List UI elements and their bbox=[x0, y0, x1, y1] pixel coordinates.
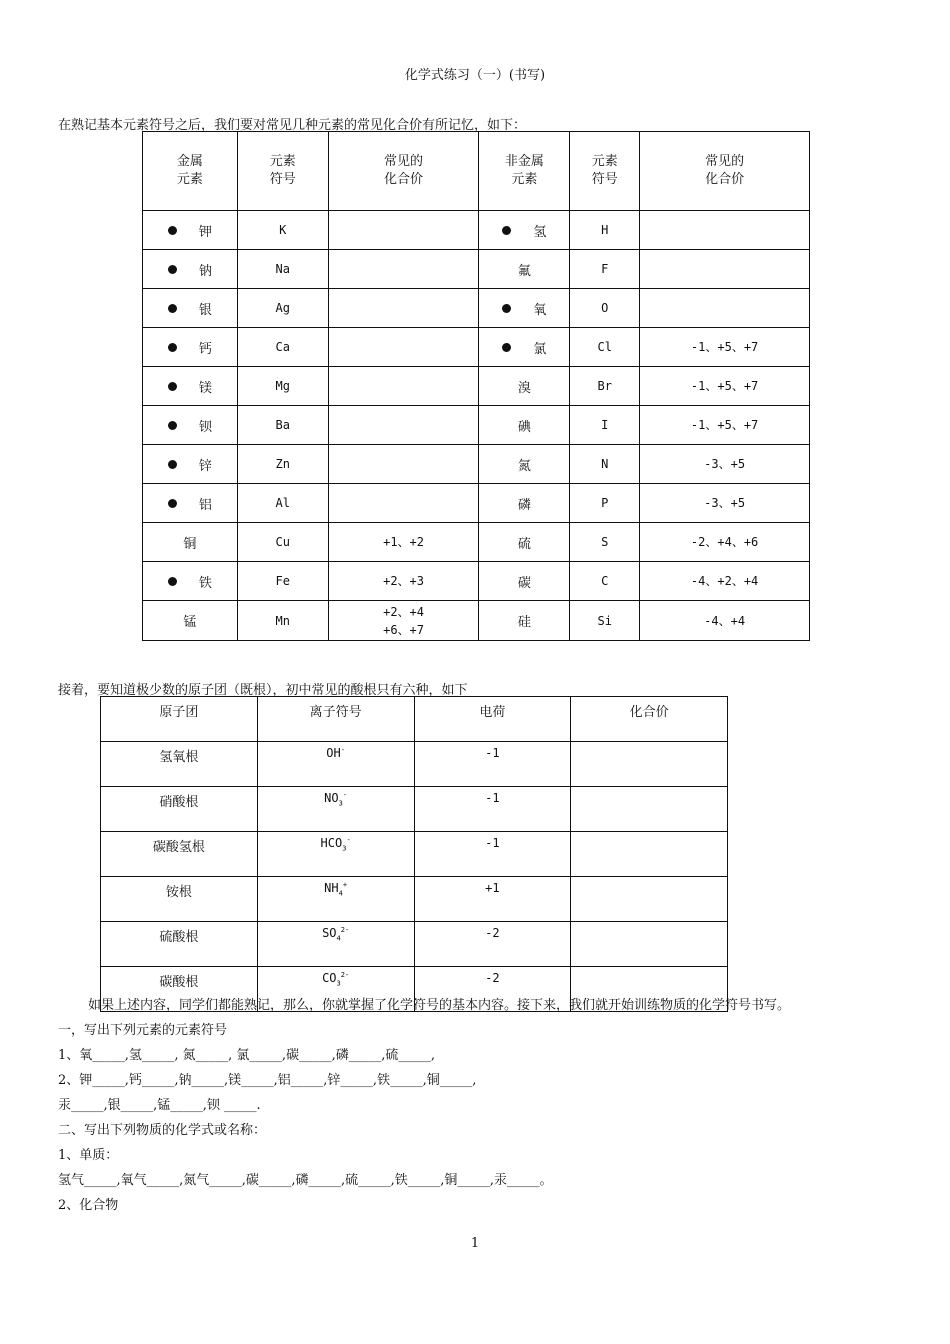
nonmetal-element-cell bbox=[479, 211, 570, 250]
nonmetal-element-wrap bbox=[479, 494, 569, 513]
ion-base: CO bbox=[322, 971, 337, 985]
metal-element-wrap bbox=[143, 377, 237, 396]
radical-name-cell bbox=[101, 787, 258, 832]
metal-symbol: Na bbox=[275, 262, 290, 276]
ion-symbol bbox=[324, 881, 348, 898]
charge: -2 bbox=[485, 971, 500, 985]
nonmetal-valence-cell bbox=[640, 406, 810, 445]
header-cell bbox=[101, 697, 258, 742]
radical-name: 硝酸根 bbox=[159, 795, 199, 810]
ion-symbol bbox=[320, 836, 351, 853]
valence-cell bbox=[571, 832, 728, 877]
nonmetal-symbol: N bbox=[601, 457, 609, 471]
nonmetal-element-cell bbox=[479, 523, 570, 562]
metal-symbol-cell bbox=[237, 367, 328, 406]
metal-valence-cell bbox=[328, 484, 479, 523]
nonmetal-valence-cell bbox=[640, 523, 810, 562]
metal-valence-cell bbox=[328, 523, 479, 562]
nonmetal-element-name: 氯 bbox=[533, 341, 547, 357]
metal-symbol-cell bbox=[237, 328, 328, 367]
metal-symbol: K bbox=[279, 223, 287, 237]
nonmetal-element-name: 硫 bbox=[517, 536, 531, 552]
nonmetal-element-wrap bbox=[479, 455, 569, 474]
metal-valence-cell bbox=[328, 289, 479, 328]
header-cell bbox=[479, 132, 570, 211]
header-cell bbox=[237, 132, 328, 211]
ion-charge-sign: - bbox=[342, 791, 348, 799]
table-row bbox=[143, 406, 810, 445]
metal-element-cell bbox=[143, 289, 238, 328]
metal-element-cell bbox=[143, 601, 238, 641]
metal-element-name: 锰 bbox=[183, 615, 197, 630]
metal-element-wrap bbox=[143, 572, 237, 591]
nonmetal-element-name: 氧 bbox=[533, 302, 547, 318]
metal-valence-cell bbox=[328, 445, 479, 484]
table-row bbox=[143, 250, 810, 289]
radical-name-cell bbox=[101, 922, 258, 967]
nonmetal-symbol: Cl bbox=[597, 340, 612, 354]
metal-symbol-cell bbox=[237, 289, 328, 328]
nonmetal-element-name: 碳 bbox=[517, 575, 531, 591]
metal-valence-cell bbox=[328, 406, 479, 445]
charge-cell bbox=[414, 877, 571, 922]
radical-name: 碳酸氢根 bbox=[152, 840, 205, 855]
metal-valence-cell bbox=[328, 601, 479, 641]
nonmetal-element-name: 氟 bbox=[517, 263, 531, 279]
bullet-icon bbox=[168, 421, 177, 430]
ion-subscript: 3 bbox=[338, 799, 343, 808]
subsection-1: 1、单质： bbox=[58, 1148, 119, 1163]
radical-name: 铵根 bbox=[165, 885, 192, 900]
metal-element-wrap bbox=[143, 260, 237, 279]
metal-valence-cell bbox=[328, 328, 479, 367]
nonmetal-valence: -4、+2、+4 bbox=[690, 574, 759, 588]
metal-element-wrap bbox=[143, 455, 237, 474]
metal-symbol: Ca bbox=[275, 340, 290, 354]
nonmetal-element-wrap bbox=[479, 377, 569, 396]
nonmetal-element-wrap bbox=[479, 260, 569, 279]
nonmetal-element-cell bbox=[479, 406, 570, 445]
ion-base: NO bbox=[324, 791, 339, 805]
nonmetal-valence-cell bbox=[640, 367, 810, 406]
table-row bbox=[143, 367, 810, 406]
bullet-icon bbox=[168, 343, 177, 352]
paragraph: 如果上述内容，同学们都能熟记，那么，你就掌握了化学符号的基本内容。接下来，我们就开始训练物质的化学符号书写。 bbox=[88, 998, 791, 1013]
table-row bbox=[143, 562, 810, 601]
metal-symbol: Cu bbox=[275, 535, 290, 549]
nonmetal-symbol: S bbox=[601, 535, 609, 549]
nonmetal-element-wrap bbox=[479, 416, 569, 435]
nonmetal-element-name: 氮 bbox=[517, 458, 531, 474]
nonmetal-symbol-cell bbox=[570, 367, 640, 406]
metal-valence: +2、+3 bbox=[383, 574, 425, 588]
nonmetal-element-cell bbox=[479, 601, 570, 641]
subsection-2: 2、化合物 bbox=[58, 1198, 119, 1213]
header-label: 元素 符号 bbox=[591, 154, 618, 187]
header-label: 电荷 bbox=[479, 705, 506, 720]
metal-symbol: Mn bbox=[275, 613, 290, 628]
nonmetal-element-wrap bbox=[479, 299, 569, 318]
valence-cell bbox=[571, 742, 728, 787]
ion-subscript: 4 bbox=[336, 934, 341, 943]
metal-element-name: 钡 bbox=[198, 419, 212, 435]
table-row bbox=[101, 922, 728, 967]
charge-cell bbox=[414, 742, 571, 787]
charge: -1 bbox=[485, 746, 500, 760]
bullet-icon bbox=[168, 577, 177, 586]
ion-base: SO bbox=[322, 926, 337, 940]
metal-element-cell bbox=[143, 211, 238, 250]
header-label: 常见的 化合价 bbox=[705, 154, 745, 187]
nonmetal-valence-cell bbox=[640, 445, 810, 484]
valence-cell bbox=[571, 787, 728, 832]
header-label: 元素 符号 bbox=[269, 154, 296, 187]
nonmetal-valence-cell bbox=[640, 250, 810, 289]
nonmetal-symbol: P bbox=[601, 496, 609, 510]
metal-symbol: Ba bbox=[275, 418, 290, 432]
nonmetal-valence: -2、+4、+6 bbox=[690, 535, 759, 549]
radical-name: 氢氧根 bbox=[159, 750, 199, 765]
metal-element-cell bbox=[143, 250, 238, 289]
ion-subscript: 4 bbox=[338, 889, 343, 898]
metal-element-cell bbox=[143, 484, 238, 523]
nonmetal-valence: -1、+5、+7 bbox=[690, 340, 759, 354]
metal-valence: +2、+4 +6、+7 bbox=[383, 604, 425, 637]
table-row bbox=[101, 787, 728, 832]
nonmetal-symbol-cell bbox=[570, 406, 640, 445]
intro2-text: 接着，要知道极少数的原子团（既根），初中常见的酸根只有六种，如下 bbox=[58, 683, 468, 698]
metal-element-name: 镁 bbox=[198, 380, 212, 396]
nonmetal-valence: -1、+5、+7 bbox=[690, 418, 759, 432]
ion-subscript: 3 bbox=[336, 979, 341, 988]
radical-name: 硫酸根 bbox=[159, 930, 199, 945]
table-header-row bbox=[101, 697, 728, 742]
nonmetal-valence-cell bbox=[640, 562, 810, 601]
nonmetal-valence-cell bbox=[640, 211, 810, 250]
charge-cell bbox=[414, 922, 571, 967]
table-row bbox=[143, 601, 810, 641]
nonmetal-element-name: 硅 bbox=[517, 615, 531, 630]
table-row bbox=[143, 445, 810, 484]
charge-cell bbox=[414, 787, 571, 832]
ion-charge-sign: - bbox=[346, 836, 351, 844]
ion-symbol bbox=[326, 746, 345, 760]
header-label: 非金属 元素 bbox=[504, 154, 544, 187]
nonmetal-symbol: I bbox=[601, 418, 609, 432]
ion-symbol bbox=[322, 926, 350, 943]
valence-table bbox=[142, 131, 810, 641]
charge: -1 bbox=[485, 791, 500, 805]
nonmetal-symbol: Br bbox=[597, 379, 612, 393]
table-row bbox=[143, 523, 810, 562]
charge: -2 bbox=[485, 926, 500, 940]
table-row bbox=[101, 877, 728, 922]
nonmetal-valence-cell bbox=[640, 601, 810, 641]
table-row bbox=[101, 832, 728, 877]
metal-element-cell bbox=[143, 445, 238, 484]
header-label: 离子符号 bbox=[309, 705, 362, 720]
ion-charge-sign: - bbox=[340, 746, 345, 754]
header-cell bbox=[414, 697, 571, 742]
nonmetal-valence-cell bbox=[640, 328, 810, 367]
metal-element-wrap bbox=[143, 494, 237, 513]
ion-charge-sign: 2- bbox=[340, 926, 350, 934]
metal-element-wrap bbox=[143, 611, 237, 630]
metal-element-wrap bbox=[143, 416, 237, 435]
metal-symbol: Fe bbox=[275, 574, 290, 588]
ion-subscript: 3 bbox=[342, 844, 347, 853]
bullet-icon bbox=[502, 226, 511, 235]
nonmetal-symbol: O bbox=[601, 301, 609, 315]
nonmetal-element-cell bbox=[479, 328, 570, 367]
header-label: 化合价 bbox=[629, 705, 669, 720]
nonmetal-symbol: C bbox=[601, 574, 609, 588]
valence-cell bbox=[571, 922, 728, 967]
nonmetal-element-cell bbox=[479, 289, 570, 328]
metal-symbol-cell bbox=[237, 445, 328, 484]
intro-text: 在熟记基本元素符号之后，我们要对常见几种元素的常见化合价有所记忆，如下： bbox=[58, 118, 527, 133]
metal-element-name: 锌 bbox=[198, 458, 212, 474]
nonmetal-element-cell bbox=[479, 367, 570, 406]
charge: -1 bbox=[485, 836, 500, 850]
radical-table bbox=[100, 696, 728, 1012]
metal-symbol: Ag bbox=[275, 301, 290, 315]
charge: +1 bbox=[485, 881, 500, 895]
question-3: 汞_____,银_____,锰_____,钡 _____. bbox=[58, 1098, 261, 1113]
bullet-icon bbox=[168, 499, 177, 508]
ion-symbol-cell bbox=[257, 877, 414, 922]
ion-base: HCO bbox=[320, 836, 343, 850]
nonmetal-symbol-cell bbox=[570, 484, 640, 523]
radical-name-cell bbox=[101, 877, 258, 922]
metal-symbol-cell bbox=[237, 406, 328, 445]
bullet-icon bbox=[168, 460, 177, 469]
ion-symbol-cell bbox=[257, 787, 414, 832]
ion-base: NH bbox=[324, 881, 339, 895]
nonmetal-valence: -1、+5、+7 bbox=[690, 379, 759, 393]
bullet-icon bbox=[168, 265, 177, 274]
nonmetal-symbol-cell bbox=[570, 211, 640, 250]
nonmetal-symbol-cell bbox=[570, 445, 640, 484]
header-cell bbox=[640, 132, 810, 211]
charge-cell bbox=[414, 832, 571, 877]
nonmetal-symbol-cell bbox=[570, 328, 640, 367]
ion-symbol-cell bbox=[257, 742, 414, 787]
table-row bbox=[143, 211, 810, 250]
metal-valence-cell bbox=[328, 367, 479, 406]
nonmetal-symbol-cell bbox=[570, 523, 640, 562]
nonmetal-valence-cell bbox=[640, 484, 810, 523]
ion-charge-sign: + bbox=[342, 881, 348, 889]
nonmetal-element-name: 溴 bbox=[517, 380, 531, 396]
nonmetal-symbol-cell bbox=[570, 289, 640, 328]
metal-element-cell bbox=[143, 562, 238, 601]
valence-cell bbox=[571, 877, 728, 922]
metal-element-wrap bbox=[143, 338, 237, 357]
section-1-heading: 一，写出下列元素的元素符号 bbox=[58, 1023, 228, 1038]
metal-element-name: 铜 bbox=[183, 536, 197, 552]
metal-element-name: 银 bbox=[198, 302, 212, 318]
nonmetal-element-wrap bbox=[479, 572, 569, 591]
metal-valence: +1、+2 bbox=[383, 535, 425, 549]
nonmetal-valence: -4、+4 bbox=[704, 613, 746, 628]
metal-element-cell bbox=[143, 367, 238, 406]
question-1: 1、氧_____,氢_____, 氮_____, 氯_____,碳_____,磷_____,硫_____, bbox=[58, 1048, 435, 1063]
metal-element-cell bbox=[143, 328, 238, 367]
metal-symbol-cell bbox=[237, 601, 328, 641]
metal-element-wrap bbox=[143, 533, 237, 552]
ion-symbol-cell bbox=[257, 832, 414, 877]
ion-symbol bbox=[322, 971, 350, 988]
metal-element-name: 钠 bbox=[198, 263, 212, 279]
table-row bbox=[143, 289, 810, 328]
radical-name-cell bbox=[101, 742, 258, 787]
metal-symbol-cell bbox=[237, 250, 328, 289]
nonmetal-element-name: 磷 bbox=[517, 497, 531, 513]
metal-element-cell bbox=[143, 523, 238, 562]
metal-element-wrap bbox=[143, 299, 237, 318]
ion-symbol-cell bbox=[257, 922, 414, 967]
bullet-icon bbox=[168, 382, 177, 391]
nonmetal-valence: -3、+5 bbox=[704, 457, 746, 471]
page-title: 化学式练习（一）(书写) bbox=[404, 68, 546, 83]
nonmetal-symbol-cell bbox=[570, 250, 640, 289]
table-row bbox=[143, 328, 810, 367]
metal-element-cell bbox=[143, 406, 238, 445]
bullet-icon bbox=[502, 343, 511, 352]
nonmetal-element-wrap bbox=[479, 611, 569, 630]
bullet-icon bbox=[502, 304, 511, 313]
radical-name: 碳酸根 bbox=[159, 975, 199, 990]
table-row bbox=[143, 484, 810, 523]
metal-element-name: 铝 bbox=[198, 497, 212, 513]
ion-symbol bbox=[324, 791, 348, 808]
nonmetal-element-name: 碘 bbox=[517, 419, 531, 435]
metal-valence-cell bbox=[328, 250, 479, 289]
nonmetal-symbol-cell bbox=[570, 601, 640, 641]
metal-valence-cell bbox=[328, 562, 479, 601]
ion-charge-sign: 2- bbox=[340, 971, 350, 979]
metal-symbol: Mg bbox=[275, 379, 290, 393]
metal-symbol-cell bbox=[237, 562, 328, 601]
nonmetal-element-cell bbox=[479, 445, 570, 484]
nonmetal-symbol: F bbox=[601, 262, 609, 276]
nonmetal-symbol: Si bbox=[597, 613, 612, 628]
table-header-row bbox=[143, 132, 810, 211]
nonmetal-element-cell bbox=[479, 562, 570, 601]
header-cell bbox=[143, 132, 238, 211]
header-label: 原子团 bbox=[159, 705, 199, 720]
metal-element-name: 钙 bbox=[198, 341, 212, 357]
nonmetal-valence-cell bbox=[640, 289, 810, 328]
table-row bbox=[101, 742, 728, 787]
header-cell bbox=[570, 132, 640, 211]
radical-name-cell bbox=[101, 832, 258, 877]
nonmetal-symbol: H bbox=[601, 223, 609, 237]
metal-symbol-cell bbox=[237, 523, 328, 562]
ion-base: OH bbox=[326, 746, 341, 760]
metal-symbol-cell bbox=[237, 211, 328, 250]
nonmetal-valence: -3、+5 bbox=[704, 496, 746, 510]
nonmetal-element-wrap bbox=[479, 338, 569, 357]
metal-symbol: Al bbox=[275, 496, 290, 510]
bullet-icon bbox=[168, 226, 177, 235]
nonmetal-element-wrap bbox=[479, 533, 569, 552]
metal-element-name: 钾 bbox=[198, 224, 212, 240]
header-label: 金属 元素 bbox=[176, 154, 203, 187]
nonmetal-symbol-cell bbox=[570, 562, 640, 601]
header-cell bbox=[257, 697, 414, 742]
metal-symbol: Zn bbox=[275, 457, 290, 471]
header-cell bbox=[328, 132, 479, 211]
section-2-heading: 二、写出下列物质的化学式或名称： bbox=[58, 1123, 267, 1138]
nonmetal-element-cell bbox=[479, 250, 570, 289]
nonmetal-element-name: 氢 bbox=[533, 224, 547, 240]
question-2: 2、钾_____,钙_____,钠_____,镁_____,铝_____,锌_____,铁_____,铜_____, bbox=[58, 1073, 477, 1088]
bullet-icon bbox=[168, 304, 177, 313]
nonmetal-element-cell bbox=[479, 484, 570, 523]
metal-element-wrap bbox=[143, 221, 237, 240]
question-4: 氢气_____,氧气_____,氮气_____,碳_____,磷_____,硫_____,铁_____,铜_____,汞_____。 bbox=[58, 1173, 553, 1188]
metal-element-name: 铁 bbox=[198, 575, 212, 591]
nonmetal-element-wrap bbox=[479, 221, 569, 240]
metal-symbol-cell bbox=[237, 484, 328, 523]
metal-valence-cell bbox=[328, 211, 479, 250]
page-number: 1 bbox=[470, 1236, 480, 1251]
header-label: 常见的 化合价 bbox=[384, 154, 424, 187]
header-cell bbox=[571, 697, 728, 742]
